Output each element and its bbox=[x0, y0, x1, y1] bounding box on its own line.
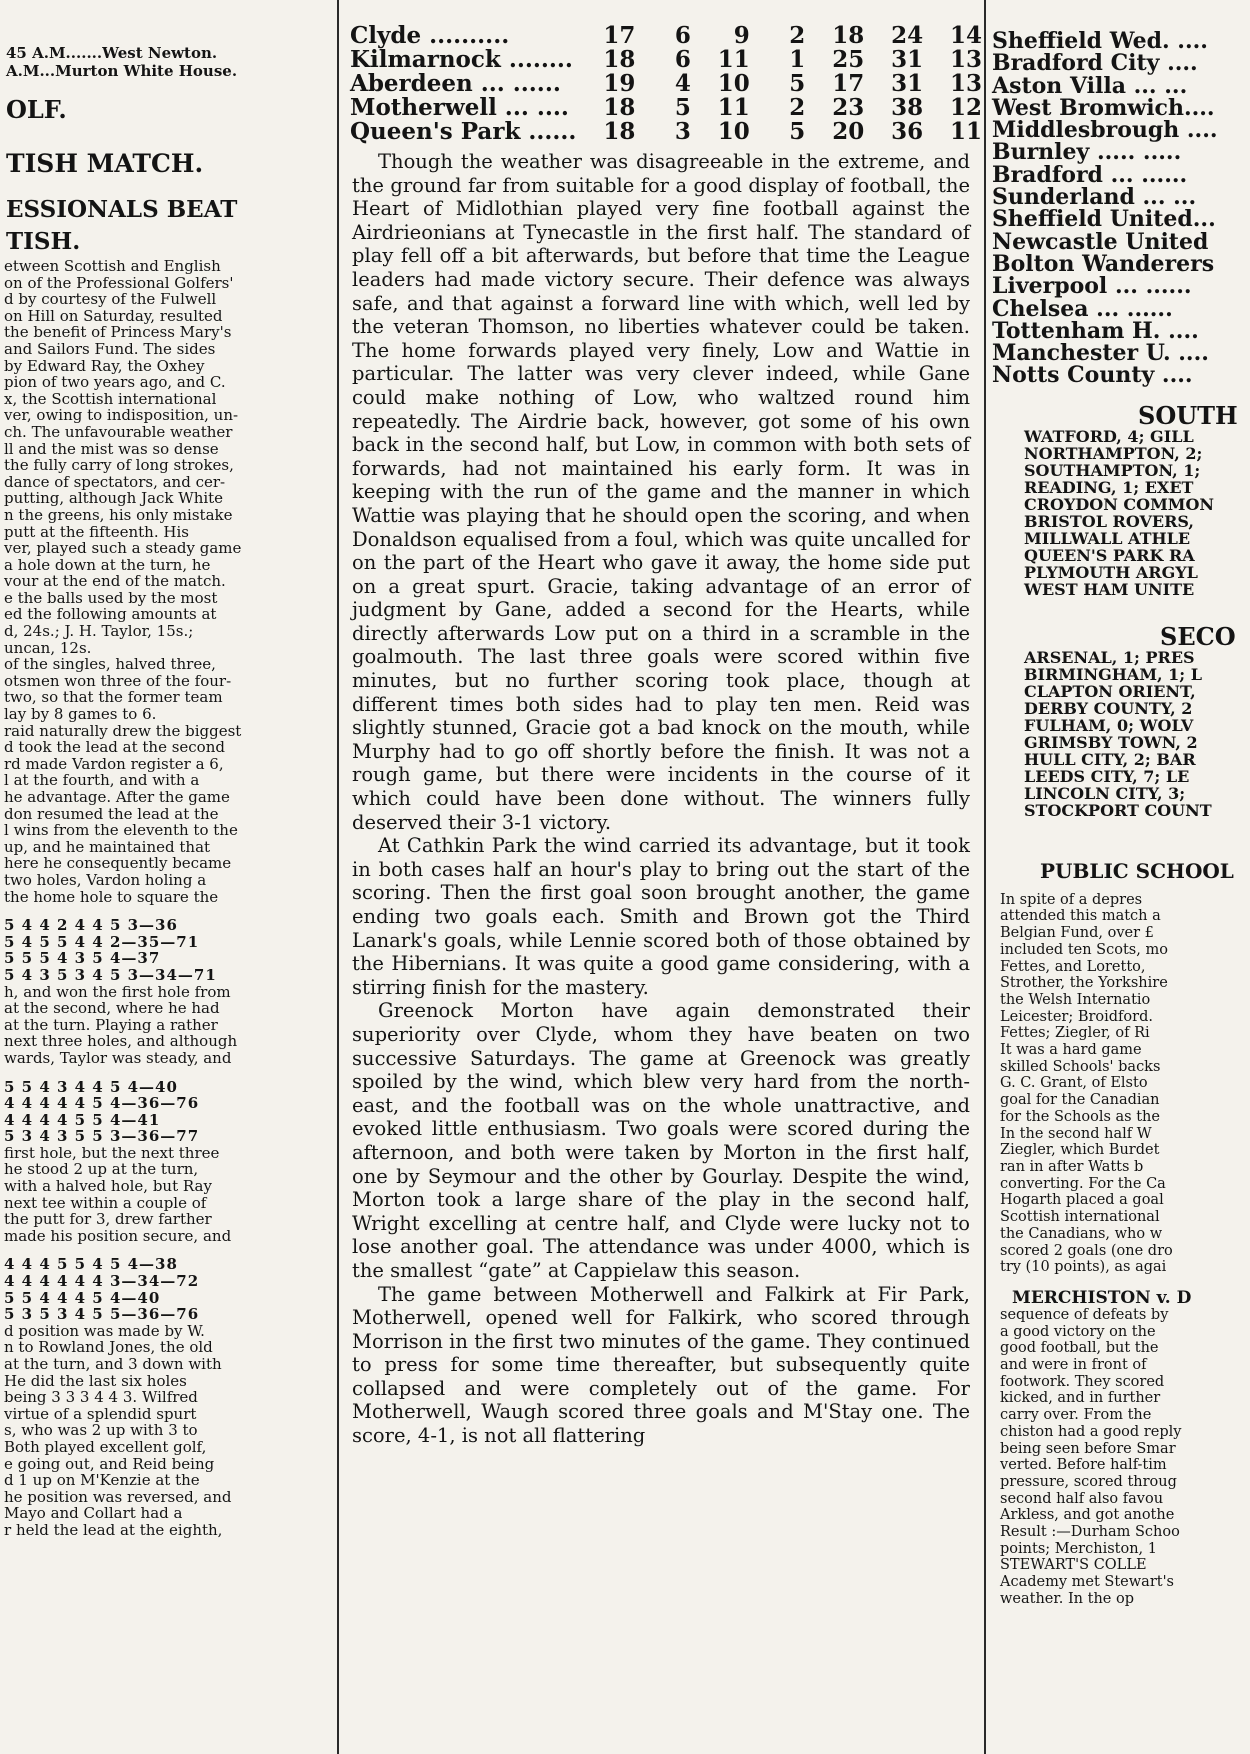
fixture-time: 45 A.M.......West Newton. bbox=[6, 44, 218, 62]
text-line: try (10 points), as agai bbox=[1000, 1259, 1167, 1276]
fixture-time: A.M...Murton White House. bbox=[6, 62, 238, 80]
match-result: WATFORD, 4; GILL bbox=[1024, 426, 1194, 446]
text-line: raid naturally drew the biggest bbox=[4, 721, 242, 740]
text-line: l wins from the eleventh to the bbox=[4, 821, 238, 840]
text-line: STEWART'S COLLE bbox=[1000, 1557, 1147, 1574]
stat-cell: 38 bbox=[891, 94, 924, 121]
text-line: up, and he maintained that bbox=[4, 837, 211, 856]
match-result: LINCOLN CITY, 3; bbox=[1024, 783, 1186, 803]
text-line: with a halved hole, but Ray bbox=[4, 1177, 212, 1196]
report-paragraph: Though the weather was disagreeable in the extreme, and the ground far from suitable for a good display of football, the Heart of Midlothian played very fine football against the Airdrieonians at Tynecastle in the first half. The standard of play fell off a bit afterwards, but before that time the League leaders had made victory secure. Their defence was always safe, and that against a forward line with which, well led by the veteran Thomson, no liberties whatever could be taken. The home forwards played very finely, Low and Wattie in particular. The latter was very clever indeed, while Gane could make nothing of Low, who waltzed round him repeatedly. The Airdrie back, however, got some of his own back in the second half, but Low, in common with both sets of forwards, had not maintained his early form. It was in keeping with the run of the game and the manner in which Wattie was playing that he should open the scoring, and when Donaldson equalised from a foul, which was quite uncalled for on the part of the Heart who gave it away, the home side put on a great spurt. Gracie, taking advantage of an error of judgment by Gane, added a second for the Hearts, while directly afterwards Low put on a third in a scramble in the goalmouth. The last three goals were scored within five minutes, but no further scoring took place, though at different times both sides had to play ten men. Reid was slightly stunned, Gracie got a bad knock on the mouth, while Murphy had to go off shortly before the finish. It was not a rough game, but there were incidents in the course of it which could have been done without. The winners fully deserved their 3-1 victory. bbox=[352, 150, 970, 834]
score-line: 5 4 4 2 4 4 5 3—36 bbox=[4, 916, 178, 935]
league-team: Middlesbrough .... bbox=[992, 117, 1218, 144]
column-rule-right bbox=[984, 0, 986, 1754]
stat-cell: 2 bbox=[789, 94, 806, 121]
merchiston-report bbox=[988, 1307, 1250, 1608]
match-result: HULL CITY, 2; BAR bbox=[1024, 749, 1196, 769]
text-line: on of the Professional Golfers' bbox=[4, 273, 234, 292]
text-line: sequence of defeats by bbox=[1000, 1306, 1169, 1323]
second-division-results bbox=[988, 649, 1250, 819]
text-line: here he consequently became bbox=[4, 854, 232, 873]
text-line: rd made Vardon register a 6, bbox=[4, 754, 224, 773]
southern-league-heading: SOUTH bbox=[1138, 400, 1238, 430]
text-line: carry over. From the bbox=[1000, 1407, 1152, 1424]
league-row bbox=[350, 48, 982, 72]
text-line: for the Schools as the bbox=[1000, 1108, 1160, 1125]
match-result: READING, 1; EXET bbox=[1024, 477, 1194, 497]
text-line: putt at the fifteenth. His bbox=[4, 522, 189, 541]
public-schools-heading: PUBLIC SCHOOL bbox=[1040, 858, 1234, 883]
report-paragraph: Greenock Morton have again demonstrated their superiority over Clyde, whom they have beaten on two successive Saturdays. The game at Greenock was greatly spoiled by the wind, which blew very hard from the north-east, and the football was on the whole unattractive, and evoked little enthusiasm. Two goals were scored during the afternoon, and both were taken by Morton in the first half, one by Seymour and the other by Gourlay. Despite the wind, Morton took a large share of the play in the second half, Wright excelling at centre half, and Clyde were lucky not to lose another goal. The attendance was under 4000, which is the smallest “gate” at Cappielaw this season. bbox=[352, 999, 970, 1282]
text-line: at the turn. Playing a rather bbox=[4, 1015, 218, 1034]
stat-cell: 13 bbox=[949, 46, 982, 73]
league-team: Bolton Wanderers bbox=[992, 250, 1215, 277]
club-name: Motherwell ... .... bbox=[350, 94, 569, 121]
text-line: ran in after Watts b bbox=[1000, 1159, 1144, 1175]
score-line: 5 5 5 4 3 5 4—37 bbox=[4, 949, 161, 968]
score-line: 5 3 4 3 5 5 3—36—77 bbox=[4, 1127, 200, 1146]
text-line: ver, owing to indisposition, un- bbox=[4, 406, 239, 425]
text-line: at the second, where he had bbox=[4, 999, 220, 1018]
match-result: FULHAM, 0; WOLV bbox=[1024, 715, 1194, 735]
league-team: Newcastle United bbox=[992, 228, 1209, 255]
text-line: second half also favou bbox=[1000, 1490, 1164, 1507]
match-result: STOCKPORT COUNT bbox=[1024, 800, 1212, 820]
text-line: d 1 up on M'Kenzie at the bbox=[4, 1471, 200, 1490]
stat-cell: 1 bbox=[789, 46, 806, 73]
score-line: 4 4 4 4 5 5 4—41 bbox=[4, 1110, 161, 1129]
text-line: ver, played such a steady game bbox=[4, 539, 242, 558]
match-result: NORTHAMPTON, 2; bbox=[1024, 443, 1203, 463]
league-team: Bradford ... ...... bbox=[992, 161, 1188, 188]
text-line: n the greens, his only mistake bbox=[4, 505, 233, 524]
golf-scorecard-3 bbox=[0, 1256, 334, 1322]
text-line: weather. In the op bbox=[1000, 1590, 1134, 1607]
text-line: Belgian Fund, over £ bbox=[1000, 925, 1154, 942]
text-line: vour at the end of the match. bbox=[4, 572, 226, 591]
club-name: Kilmarnock ........ bbox=[350, 46, 573, 73]
league-row bbox=[350, 120, 982, 144]
text-line: attended this match a bbox=[1000, 908, 1161, 925]
league-row bbox=[350, 24, 982, 48]
report-paragraph: At Cathkin Park the wind carried its advantage, but it took in both cases half an hour's play to bring out the start of the scoring. Then the first goal soon brought another, the game ending two goals each. Smith and Brown got the Third Lanark's goals, while Lennie scored both of those obtained by the Hibernians. It was quite a good game considering, with a stirring finish for the mastery. bbox=[352, 834, 970, 999]
match-result: CROYDON COMMON bbox=[1024, 494, 1215, 514]
text-line: skilled Schools' backs bbox=[1000, 1058, 1161, 1075]
text-line: two, so that the former team bbox=[4, 688, 223, 707]
golf-report-part-3 bbox=[0, 1145, 334, 1245]
text-line: Leicester; Broidford. bbox=[1000, 1008, 1153, 1025]
text-line: In spite of a depres bbox=[1000, 891, 1143, 908]
text-line: uncan, 12s. bbox=[4, 638, 92, 657]
text-line: the Canadians, who w bbox=[1000, 1225, 1163, 1242]
text-line: don resumed the lead at the bbox=[4, 804, 219, 823]
league-row bbox=[350, 72, 982, 96]
article-subheadline: ESSIONALS BEAT bbox=[6, 196, 238, 223]
text-line: s, who was 2 up with 3 to bbox=[4, 1421, 198, 1440]
league-team: Sheffield United... bbox=[992, 206, 1216, 233]
text-line: next tee within a couple of bbox=[4, 1193, 207, 1212]
score-line: 5 5 4 4 4 5 4—40 bbox=[4, 1288, 161, 1307]
golf-report-part-2 bbox=[0, 984, 334, 1067]
text-line: converting. For the Ca bbox=[1000, 1175, 1166, 1192]
text-line: d took the lead at the second bbox=[4, 738, 225, 757]
text-line: e the balls used by the most bbox=[4, 588, 218, 607]
section-heading-golf: OLF. bbox=[6, 95, 67, 124]
league-team: Chelsea ... ...... bbox=[992, 295, 1173, 322]
league-team: Liverpool ... ...... bbox=[992, 273, 1192, 300]
text-line: Both played excellent golf, bbox=[4, 1437, 207, 1456]
text-line: the Welsh Internatio bbox=[1000, 991, 1151, 1008]
stat-cell: 36 bbox=[891, 118, 924, 145]
text-line: ed the following amounts at bbox=[4, 605, 217, 624]
text-line: of the singles, halved three, bbox=[4, 655, 216, 674]
text-line: goal for the Canadian bbox=[1000, 1092, 1160, 1109]
text-line: Ziegler, which Burdet bbox=[1000, 1142, 1160, 1159]
text-line: d by courtesy of the Fulwell bbox=[4, 290, 217, 309]
league-team: Tottenham H. .... bbox=[992, 317, 1199, 344]
second-division-heading: SECO bbox=[1160, 621, 1236, 651]
stat-cell: 5 bbox=[789, 118, 806, 145]
league-team: Manchester U. .... bbox=[992, 340, 1209, 367]
text-line: h, and won the first hole from bbox=[4, 982, 231, 1001]
stat-cell: 31 bbox=[891, 70, 924, 97]
match-result: MILLWALL ATHLE bbox=[1024, 528, 1191, 548]
text-line: and Sailors Fund. The sides bbox=[4, 339, 216, 358]
text-line: the putt for 3, drew farther bbox=[4, 1210, 212, 1229]
score-line: 4 4 4 4 4 5 4—36—76 bbox=[4, 1094, 200, 1113]
article-headline: TISH MATCH. bbox=[6, 149, 204, 178]
stat-cell: 13 bbox=[949, 70, 982, 97]
text-line: G. C. Grant, of Elsto bbox=[1000, 1075, 1148, 1092]
stat-cell: 5 bbox=[674, 94, 691, 121]
text-line: n to Rowland Jones, the old bbox=[4, 1338, 213, 1357]
stat-cell: 14 bbox=[949, 22, 982, 49]
stat-cell: 20 bbox=[832, 118, 865, 145]
text-line: included ten Scots, mo bbox=[1000, 941, 1168, 958]
text-line: points; Merchiston, 1 bbox=[1000, 1540, 1157, 1557]
stat-cell: 4 bbox=[674, 70, 691, 97]
score-line: 4 4 4 5 5 4 5 4—38 bbox=[4, 1255, 178, 1274]
match-result: CLAPTON ORIENT, bbox=[1024, 681, 1196, 701]
league-team: Bradford City .... bbox=[992, 50, 1198, 77]
text-line: the fully carry of long strokes, bbox=[4, 456, 234, 475]
text-line: being 3 3 3 4 4 3. Wilfred bbox=[4, 1388, 198, 1407]
stat-cell: 3 bbox=[674, 118, 691, 145]
text-line: scored 2 goals (one dro bbox=[1000, 1242, 1173, 1259]
middle-column bbox=[342, 0, 982, 1754]
league-team: Sheffield Wed. .... bbox=[992, 28, 1208, 54]
league-team: Aston Villa ... ... bbox=[992, 72, 1188, 99]
score-line: 5 4 5 5 4 4 2—35—71 bbox=[4, 932, 200, 951]
stat-cell: 25 bbox=[832, 46, 865, 73]
southern-league-results bbox=[988, 428, 1250, 598]
text-line: chiston had a good reply bbox=[1000, 1423, 1182, 1440]
text-line: lay by 8 games to 6. bbox=[4, 705, 157, 724]
golf-scorecard-1 bbox=[0, 917, 334, 983]
text-line: the home hole to square the bbox=[4, 887, 219, 906]
stat-cell: 2 bbox=[789, 22, 806, 49]
text-line: wards, Taylor was steady, and bbox=[4, 1048, 232, 1067]
stat-cell: 11 bbox=[949, 118, 982, 145]
text-line: l at the fourth, and with a bbox=[4, 771, 200, 790]
golf-report-part-1 bbox=[0, 258, 334, 905]
score-line: 5 4 3 5 3 4 5 3—34—71 bbox=[4, 965, 217, 984]
text-line: putting, although Jack White bbox=[4, 489, 224, 508]
text-line: he position was reversed, and bbox=[4, 1487, 232, 1506]
text-line: Scottish international bbox=[1000, 1209, 1160, 1226]
match-result: PLYMOUTH ARGYL bbox=[1024, 562, 1198, 582]
text-line: the benefit of Princess Mary's bbox=[4, 323, 232, 342]
text-line: Fettes, and Loretto, bbox=[1000, 958, 1146, 975]
text-line: good football, but the bbox=[1000, 1340, 1159, 1357]
text-line: dance of spectators, and cer- bbox=[4, 472, 226, 491]
league-row bbox=[350, 96, 982, 120]
score-line: 5 3 5 3 4 5 5—36—76 bbox=[4, 1305, 200, 1324]
stat-cell: 11 bbox=[717, 94, 750, 121]
text-line: r held the lead at the eighth, bbox=[4, 1520, 223, 1539]
text-line: He did the last six holes bbox=[4, 1371, 187, 1390]
match-result: GRIMSBY TOWN, 2 bbox=[1024, 732, 1198, 752]
stat-cell: 31 bbox=[891, 46, 924, 73]
left-column bbox=[0, 0, 334, 1754]
stat-cell: 19 bbox=[603, 70, 636, 97]
text-line: Arkless, and got anothe bbox=[1000, 1507, 1175, 1524]
stat-cell: 5 bbox=[789, 70, 806, 97]
text-line: Fettes; Ziegler, of Ri bbox=[1000, 1025, 1150, 1042]
text-line: kicked, and in further bbox=[1000, 1390, 1161, 1407]
stat-cell: 10 bbox=[717, 70, 750, 97]
league-team: West Bromwich.... bbox=[992, 94, 1215, 121]
scottish-league-table bbox=[350, 24, 982, 144]
club-name: Aberdeen ... ...... bbox=[350, 70, 561, 97]
stat-cell: 12 bbox=[949, 94, 982, 121]
match-result: SOUTHAMPTON, 1; bbox=[1024, 460, 1201, 480]
match-result: LEEDS CITY, 7; LE bbox=[1024, 766, 1190, 786]
match-result: BIRMINGHAM, 1; L bbox=[1024, 664, 1203, 684]
text-line: Academy met Stewart's bbox=[1000, 1574, 1174, 1591]
text-line: ll and the mist was so dense bbox=[4, 439, 219, 458]
text-line: d position was made by W. bbox=[4, 1321, 205, 1340]
text-line: first hole, but the next three bbox=[4, 1143, 220, 1162]
stat-cell: 9 bbox=[733, 22, 750, 49]
text-line: Strother, the Yorkshire bbox=[1000, 975, 1168, 992]
text-line: It was a hard game bbox=[1000, 1042, 1142, 1059]
text-line: two holes, Vardon holing a bbox=[4, 870, 207, 889]
text-line: etween Scottish and English bbox=[4, 257, 221, 275]
text-line: on Hill on Saturday, resulted bbox=[4, 306, 223, 325]
article-subheadline: TISH. bbox=[6, 228, 81, 255]
league-team: Burnley ..... ..... bbox=[992, 139, 1182, 166]
text-line: Result :—Durham Schoo bbox=[1000, 1524, 1180, 1541]
match-result: WEST HAM UNITE bbox=[1024, 579, 1195, 599]
text-line: e going out, and Reid being bbox=[4, 1454, 215, 1473]
match-result: BRISTOL ROVERS, bbox=[1024, 511, 1194, 531]
stat-cell: 18 bbox=[603, 94, 636, 121]
text-line: ch. The unfavourable weather bbox=[4, 422, 233, 441]
stat-cell: 17 bbox=[603, 22, 636, 49]
merchiston-heading: MERCHISTON v. D bbox=[1012, 1287, 1192, 1308]
text-line: next three holes, and although bbox=[4, 1032, 238, 1051]
text-line: and were in front of bbox=[1000, 1357, 1147, 1374]
golf-scorecard-2 bbox=[0, 1079, 334, 1145]
club-name: Clyde .......... bbox=[350, 22, 510, 49]
text-line: virtue of a splendid spurt bbox=[4, 1404, 197, 1423]
stat-cell: 11 bbox=[717, 46, 750, 73]
golf-report-part-4 bbox=[0, 1323, 334, 1539]
text-line: a hole down at the turn, he bbox=[4, 555, 211, 574]
text-line: he stood 2 up at the turn, bbox=[4, 1160, 199, 1179]
football-report bbox=[342, 144, 982, 1448]
text-line: being seen before Smar bbox=[1000, 1440, 1176, 1457]
stat-cell: 18 bbox=[832, 22, 865, 49]
text-line: otsmen won three of the four- bbox=[4, 671, 232, 690]
stat-cell: 6 bbox=[674, 22, 691, 49]
right-column bbox=[988, 0, 1250, 1754]
text-line: he advantage. After the game bbox=[4, 788, 230, 806]
text-line: d, 24s.; J. H. Taylor, 15s.; bbox=[4, 622, 194, 641]
text-line: footwork. They scored bbox=[1000, 1373, 1165, 1390]
report-paragraph: The game between Motherwell and Falkirk at Fir Park, Motherwell, opened well for Falkirk, who scored through Morrison in the first two minutes of the game. They continued to press for some time thereafter, but subsequently quite collapsed and were completely out of the game. For Motherwell, Waugh scored three goals and M'Stay one. The score, 4-1, is not all flattering bbox=[352, 1282, 970, 1448]
score-line: 5 5 4 3 4 4 5 4—40 bbox=[4, 1077, 178, 1096]
public-schools-report bbox=[988, 892, 1250, 1276]
club-name: Queen's Park ...... bbox=[350, 118, 577, 145]
match-result: DERBY COUNTY, 2 bbox=[1024, 698, 1193, 718]
match-result: ARSENAL, 1; PRES bbox=[1024, 647, 1195, 667]
column-rule-left bbox=[337, 0, 339, 1754]
text-line: Hogarth placed a goal bbox=[1000, 1192, 1164, 1209]
english-league-table bbox=[988, 30, 1250, 387]
stat-cell: 6 bbox=[674, 46, 691, 73]
stat-cell: 10 bbox=[717, 118, 750, 145]
text-line: at the turn, and 3 down with bbox=[4, 1355, 222, 1373]
stat-cell: 17 bbox=[832, 70, 865, 97]
league-team: Sunderland ... ... bbox=[992, 184, 1197, 211]
stat-cell: 24 bbox=[891, 22, 924, 49]
text-line: Mayo and Collart had a bbox=[4, 1504, 183, 1523]
league-team: Notts County .... bbox=[992, 362, 1193, 389]
stat-cell: 18 bbox=[603, 46, 636, 73]
score-line: 4 4 4 4 4 4 3—34—72 bbox=[4, 1272, 200, 1291]
text-line: by Edward Ray, the Oxhey bbox=[4, 356, 205, 375]
text-line: made his position secure, and bbox=[4, 1226, 232, 1245]
text-line: x, the Scottish international bbox=[4, 389, 217, 408]
text-line: verted. Before half-tim bbox=[1000, 1457, 1167, 1474]
text-line: In the second half W bbox=[1000, 1125, 1152, 1142]
stat-cell: 18 bbox=[603, 118, 636, 145]
match-result: QUEEN'S PARK RA bbox=[1024, 545, 1195, 565]
text-line: a good victory on the bbox=[1000, 1323, 1156, 1340]
stat-cell: 23 bbox=[832, 94, 865, 121]
text-line: pressure, scored throug bbox=[1000, 1473, 1177, 1490]
text-line: pion of two years ago, and C. bbox=[4, 373, 226, 392]
